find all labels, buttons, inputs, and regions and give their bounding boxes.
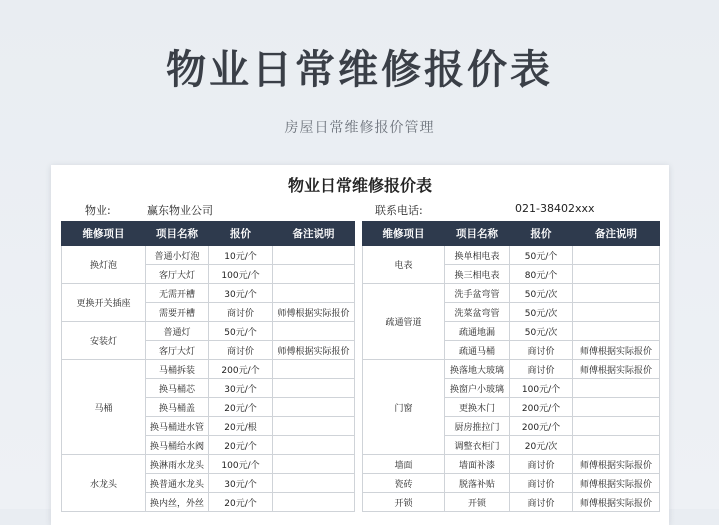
price-cell: 200元/个 bbox=[510, 417, 573, 436]
price-cell: 50元/个 bbox=[510, 246, 573, 265]
price-cell: 10元/个 bbox=[209, 246, 273, 265]
price-cell: 50元/个 bbox=[209, 322, 273, 341]
price-cell: 商讨价 bbox=[209, 341, 273, 360]
price-cell: 30元/个 bbox=[209, 379, 273, 398]
price-cell: 80元/个 bbox=[510, 265, 573, 284]
price-cell: 商讨价 bbox=[510, 341, 573, 360]
item-name-cell: 需要开槽 bbox=[146, 303, 209, 322]
note-cell bbox=[273, 455, 355, 474]
item-name-cell: 换马桶进水管 bbox=[146, 417, 209, 436]
item-name-cell: 脱落补贴 bbox=[445, 474, 510, 493]
property-value: 赢东物业公司 bbox=[147, 204, 213, 217]
page-title: 物业日常维修报价表 bbox=[166, 47, 553, 93]
note-cell: 师傅根据实际报价 bbox=[573, 341, 660, 360]
price-cell: 30元/个 bbox=[209, 284, 273, 303]
price-cell: 商讨价 bbox=[510, 360, 573, 379]
price-cell: 30元/个 bbox=[209, 474, 273, 493]
category-cell: 瓷砖 bbox=[363, 474, 445, 493]
item-name-cell: 换马桶给水阀 bbox=[146, 436, 209, 455]
item-name-cell: 洗手盆弯管 bbox=[445, 284, 510, 303]
right-quote-table bbox=[362, 221, 660, 512]
note-cell bbox=[573, 398, 660, 417]
item-name-cell: 换内丝，外丝 bbox=[146, 493, 209, 512]
note-cell bbox=[573, 379, 660, 398]
category-cell: 更换开关插座 bbox=[62, 284, 146, 322]
price-cell: 20元/次 bbox=[510, 436, 573, 455]
quote-sheet bbox=[51, 165, 669, 525]
item-name-cell: 墙面补漆 bbox=[445, 455, 510, 474]
note-cell: 师傅根据实际报价 bbox=[273, 341, 355, 360]
note-cell bbox=[273, 246, 355, 265]
price-cell: 20元/根 bbox=[209, 417, 273, 436]
note-cell bbox=[273, 474, 355, 493]
price-cell: 20元/个 bbox=[209, 398, 273, 417]
table-row bbox=[363, 474, 660, 493]
category-cell: 换灯泡 bbox=[62, 246, 146, 284]
item-name-cell: 换马桶盖 bbox=[146, 398, 209, 417]
left-quote-table bbox=[61, 221, 355, 512]
item-name-cell: 疏通地漏 bbox=[445, 322, 510, 341]
column-header-note: 备注说明 bbox=[273, 222, 355, 246]
price-cell: 200元/个 bbox=[510, 398, 573, 417]
note-cell bbox=[573, 322, 660, 341]
note-cell bbox=[573, 246, 660, 265]
item-name-cell: 换普通水龙头 bbox=[146, 474, 209, 493]
price-cell: 商讨价 bbox=[510, 455, 573, 474]
column-header-item-name: 项目名称 bbox=[445, 222, 510, 246]
column-header-category: 维修项目 bbox=[363, 222, 445, 246]
note-cell bbox=[273, 284, 355, 303]
item-name-cell: 换马桶芯 bbox=[146, 379, 209, 398]
note-cell: 师傅根据实际报价 bbox=[573, 360, 660, 379]
item-name-cell: 无需开槽 bbox=[146, 284, 209, 303]
item-name-cell: 换窗户小玻璃 bbox=[445, 379, 510, 398]
item-name-cell: 疏通马桶 bbox=[445, 341, 510, 360]
item-name-cell: 普通灯 bbox=[146, 322, 209, 341]
category-cell: 墙面 bbox=[363, 455, 445, 474]
price-cell: 20元/个 bbox=[209, 493, 273, 512]
price-cell: 商讨价 bbox=[209, 303, 273, 322]
category-cell: 电表 bbox=[363, 246, 445, 284]
item-name-cell: 马桶拆装 bbox=[146, 360, 209, 379]
price-cell: 100元/个 bbox=[209, 455, 273, 474]
item-name-cell: 换落地大玻璃 bbox=[445, 360, 510, 379]
note-cell bbox=[573, 265, 660, 284]
table-row bbox=[363, 246, 660, 265]
page-subtitle: 房屋日常维修报价管理 bbox=[284, 120, 435, 136]
item-name-cell: 普通小灯泡 bbox=[146, 246, 209, 265]
price-cell: 200元/个 bbox=[209, 360, 273, 379]
table-row bbox=[363, 284, 660, 303]
table-row bbox=[62, 284, 355, 303]
note-cell: 师傅根据实际报价 bbox=[573, 474, 660, 493]
note-cell bbox=[573, 303, 660, 322]
item-name-cell: 客厅大灯 bbox=[146, 265, 209, 284]
price-cell: 20元/个 bbox=[209, 436, 273, 455]
price-cell: 商讨价 bbox=[510, 474, 573, 493]
property-label: 物业: bbox=[85, 204, 111, 217]
table-row bbox=[62, 246, 355, 265]
note-cell bbox=[273, 398, 355, 417]
table-row bbox=[363, 360, 660, 379]
note-cell bbox=[273, 436, 355, 455]
column-header-note: 备注说明 bbox=[573, 222, 660, 246]
note-cell bbox=[573, 417, 660, 436]
table-row bbox=[363, 455, 660, 474]
category-cell: 水龙头 bbox=[62, 455, 146, 512]
phone-value: 021-38402xxx bbox=[515, 202, 595, 215]
column-header-item-name: 项目名称 bbox=[146, 222, 209, 246]
table-row bbox=[62, 322, 355, 341]
note-cell bbox=[273, 265, 355, 284]
price-cell: 50元/次 bbox=[510, 322, 573, 341]
right-table-header-row bbox=[363, 222, 660, 246]
item-name-cell: 客厅大灯 bbox=[146, 341, 209, 360]
note-cell bbox=[273, 322, 355, 341]
note-cell: 师傅根据实际报价 bbox=[273, 303, 355, 322]
item-name-cell: 换三相电表 bbox=[445, 265, 510, 284]
sheet-title: 物业日常维修报价表 bbox=[287, 176, 432, 195]
item-name-cell: 换淋雨水龙头 bbox=[146, 455, 209, 474]
item-name-cell: 厨房推拉门 bbox=[445, 417, 510, 436]
table-row bbox=[62, 360, 355, 379]
price-cell: 50元/次 bbox=[510, 284, 573, 303]
table-row bbox=[62, 455, 355, 474]
column-header-price: 报价 bbox=[510, 222, 573, 246]
note-cell bbox=[573, 284, 660, 303]
left-table-header-row bbox=[62, 222, 355, 246]
category-cell: 马桶 bbox=[62, 360, 146, 455]
item-name-cell: 更换木门 bbox=[445, 398, 510, 417]
category-cell: 开锁 bbox=[363, 493, 445, 512]
item-name-cell: 调整衣柜门 bbox=[445, 436, 510, 455]
price-cell: 100元/个 bbox=[209, 265, 273, 284]
item-name-cell: 换单相电表 bbox=[445, 246, 510, 265]
category-cell: 安装灯 bbox=[62, 322, 146, 360]
column-header-price: 报价 bbox=[209, 222, 273, 246]
note-cell bbox=[273, 360, 355, 379]
note-cell bbox=[273, 417, 355, 436]
item-name-cell: 洗菜盆弯管 bbox=[445, 303, 510, 322]
category-cell: 疏通管道 bbox=[363, 284, 445, 360]
column-header-category: 维修项目 bbox=[62, 222, 146, 246]
price-cell: 商讨价 bbox=[510, 493, 573, 512]
phone-label: 联系电话: bbox=[375, 204, 423, 217]
note-cell bbox=[573, 436, 660, 455]
note-cell: 师傅根据实际报价 bbox=[573, 493, 660, 512]
note-cell bbox=[273, 379, 355, 398]
price-cell: 50元/次 bbox=[510, 303, 573, 322]
note-cell: 师傅根据实际报价 bbox=[573, 455, 660, 474]
item-name-cell: 开锁 bbox=[445, 493, 510, 512]
category-cell: 门窗 bbox=[363, 360, 445, 455]
price-cell: 100元/个 bbox=[510, 379, 573, 398]
